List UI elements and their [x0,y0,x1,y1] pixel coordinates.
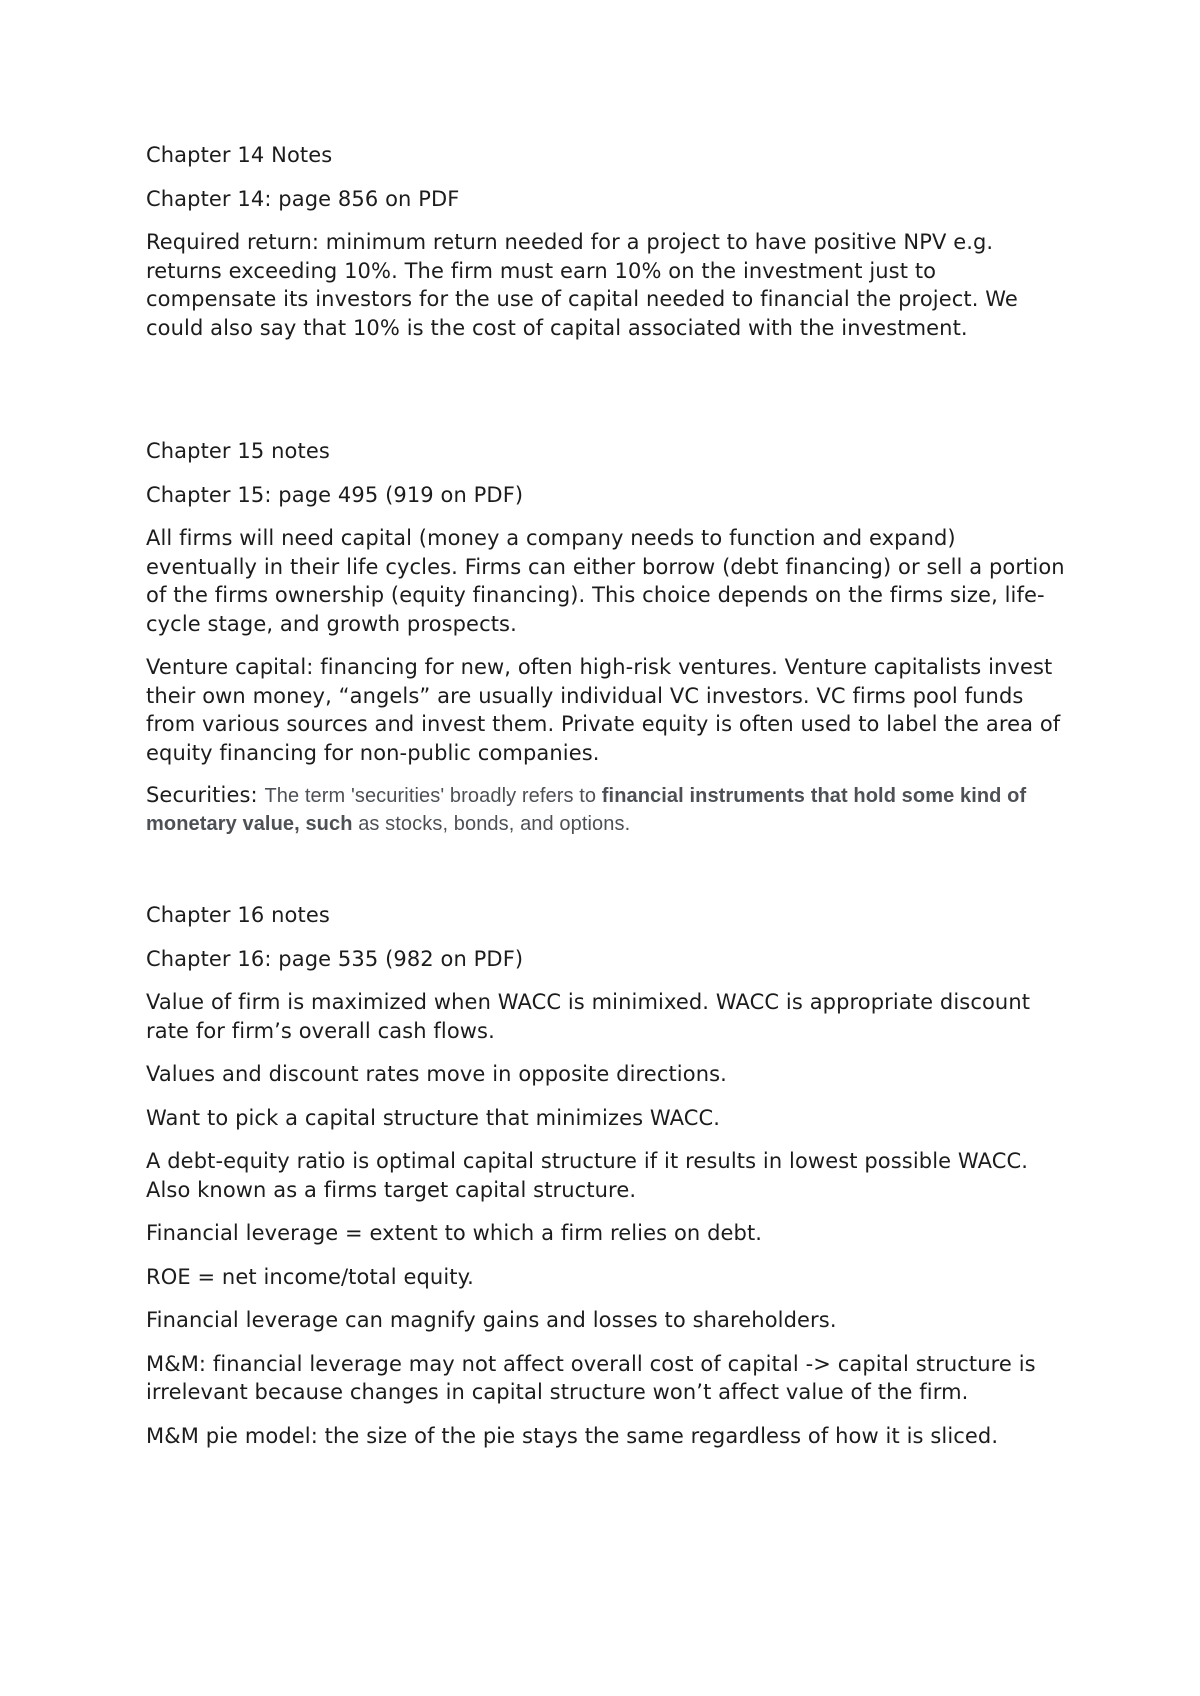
chapter-14-section [146,141,1066,342]
document-body [146,141,1066,1465]
securities-definition [146,785,1026,835]
chapter-15-title: Chapter 15 notes [146,439,330,463]
chapter-15-section [146,437,1066,838]
required-return-paragraph: Required return: minimum return needed for a project to have positive NPV e.g. returns exceeding 10%. The firm must earn 10% on the investment just to compensate its investors for the use of capital needed to financial the project. We could also say that 10% is the cost of capital associated with the investment. [146,230,1018,340]
chapter-14-page-ref: Chapter 14: page 856 on PDF [146,186,460,211]
financial-leverage-paragraph: Financial leverage = extent to which a firm relies on debt. [146,1221,763,1245]
venture-capital-paragraph: Venture capital: financing for new, often high-risk ventures. Venture capitalists invest their own money, “angels” are usually individual VC investors. VC firms pool funds from various sources and invest them. Private equity is often used to label the area of equity financing for non-public companies. [146,655,1061,765]
securities-label: Securities: [146,783,265,807]
chapter-16-section [146,901,1066,1450]
leverage-magnify-paragraph: Financial leverage can magnify gains and losses to shareholders. [146,1308,837,1332]
mm-pie-paragraph: M&M pie model: the size of the pie stays the same regardless of how it is sliced. [146,1423,999,1448]
section-spacer [146,853,1066,901]
chapter-15-page-ref: Chapter 15: page 495 (919 on PDF) [146,482,524,507]
chapter-16-title: Chapter 16 notes [146,903,330,927]
capital-structure-paragraph: Want to pick a capital structure that minimizes WACC. [146,1105,721,1130]
securities-def-bold: financial instruments that hold some kind of monetary value, such [146,785,1027,835]
chapter-16-page-ref: Chapter 16: page 535 (982 on PDF) [146,946,524,971]
section-spacer [146,357,1066,437]
chapter-14-title: Chapter 14 Notes [146,143,333,167]
securities-paragraph [146,782,1066,838]
mm-paragraph: M&M: financial leverage may not affect overall cost of capital -> capital structure is irrelevant because changes in capital structure won’t affect value of the firm. [146,1351,1036,1404]
wacc-paragraph: Value of firm is maximized when WACC is minimixed. WACC is appropriate discount rate for firm’s overall cash flows. [146,990,1031,1043]
discount-rates-paragraph: Values and discount rates move in opposite directions. [146,1062,727,1086]
securities-def-start: The term 'securities' broadly refers to [264,785,602,807]
roe-paragraph: ROE = net income/total equity. [146,1264,474,1289]
securities-def-end: as stocks, bonds, and options. [352,813,631,835]
debt-equity-paragraph: A debt-equity ratio is optimal capital structure if it results in lowest possible WACC. Also known as a firms target capital structure. [146,1149,1029,1202]
firms-capital-paragraph: All firms will need capital (money a company needs to function and expand) eventually in their life cycles. Firms can either borrow (debt financing) or sell a portion of the firms ownership (equity financing). This choice depends on the firms size, life-cycle stage, and growth prospects. [146,526,1065,636]
